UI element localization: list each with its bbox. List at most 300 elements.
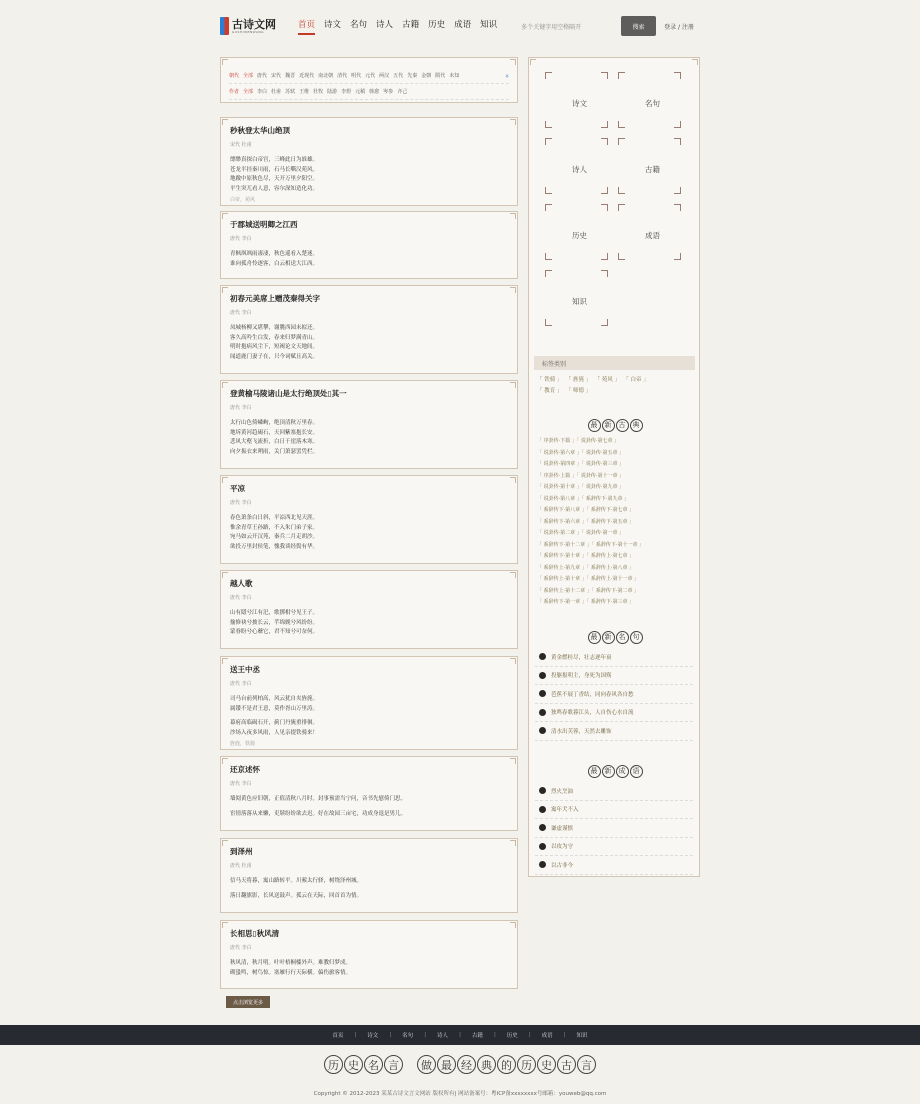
category-label: 历史 [572,230,587,240]
filter-option[interactable]: 苏轼 [285,89,296,95]
filter-option[interactable]: 五代 [393,73,404,79]
circle-char: 言 [384,1055,403,1074]
classics-label: 系辞传下·第十二章 [543,541,586,548]
list-item[interactable] [535,856,693,875]
corner-ornament-icon [674,204,681,211]
bullet-icon [539,861,546,868]
header [220,10,700,42]
circle-char: 新 [602,631,615,644]
classics-row [537,436,697,448]
nav-item[interactable]: 历史 [428,19,446,30]
classics-row [537,482,697,494]
category-tile[interactable] [616,70,689,136]
main-nav [298,18,497,35]
circle-char: 名 [364,1055,383,1074]
circle-char: 的 [497,1055,516,1074]
classics-label: 说卦传·第七章 [580,438,613,444]
corner-ornament-icon [601,204,608,211]
filter-option[interactable]: 杜甫 [271,89,282,95]
classics-row [537,563,697,575]
poem-meta[interactable]: 唐代 李白 [230,781,252,787]
list-item-label: 黄金燃桂尽，壮志逐年衰 [551,654,612,661]
classics-link[interactable]: 「 系辞传下·第五章 」 [586,518,635,525]
circle-char: 最 [588,765,601,778]
classics-label: 说卦传·第三章 [585,461,618,467]
circle-char: 历 [324,1055,343,1074]
list-item-label: 寓年犬不入 [551,807,579,814]
poem-title[interactable]: 越人歌 [230,579,253,588]
poem-title[interactable]: 登黄榆马陵诸山是太行绝顶处▯其一 [230,389,347,398]
poem-title[interactable]: 长相思▯秋风清 [230,929,280,938]
classics-link[interactable]: 「 系辞传下·第三章 」 [586,599,635,605]
classics-label: 序卦传·下篇 [543,438,571,444]
nav-item[interactable]: 首页 [298,18,315,35]
classics-link[interactable]: 「 系辞传下·第十章 」 [537,553,587,559]
corner-ornament-icon [618,204,625,211]
poem-line: 信马天将暮，寓山路转平。川萦太行驿，树绕泽州城。 [230,878,363,884]
sidebar [528,57,700,877]
poem-line: 蒙眷盼兮心蘼它，君不知兮可奈何。 [230,629,319,635]
classics-row [537,517,697,529]
circle-char: 最 [437,1055,456,1074]
divider: | [459,1032,461,1038]
poem-card [220,380,518,469]
copyright: Copyright © 2012-2023 某某古诗文言文网站 版权所有| 网站备案号：粤ICP备xxxxxxxx号邮箱：youweb@qq.com [313,1091,607,1097]
list-item[interactable] [535,685,693,704]
category-label: 古籍 [645,164,660,174]
list-item-label: 独鸣春歌暮江头，人自伤心水自流 [551,710,634,717]
poem-meta[interactable]: 唐代 李白 [230,681,252,687]
poem-line: 地坼黄河趋碣石，天回紫塞抱长安。 [230,429,319,436]
classics-label: 系辞传上·第十章 [543,576,581,582]
filter-option[interactable]: 金朝 [421,73,432,79]
poem-card [220,475,518,564]
corner-ornament-icon [545,187,552,194]
tag-list [537,375,693,397]
poem-line: 缥缈真探白帝宫，三峰此日为谁雄。 [230,157,319,163]
latest-classics-title [529,412,701,432]
search-button[interactable]: 搜索 [621,16,656,36]
filter-option[interactable]: 杜牧 [313,89,324,95]
tag-link[interactable]: 「 教育 」 [537,388,563,394]
poem-line: 司马台前列柏高，风云犹自夹旌旄。 [230,696,319,702]
tag-label: 白帝 [630,377,642,383]
nav-item[interactable]: 诗文 [324,19,342,30]
bullet-icon [539,787,546,794]
circle-char: 名 [616,631,629,644]
classics-label: 说卦传·第十章 [543,484,576,490]
classics-link[interactable]: 「 系辞传下·第六章 」 [537,518,587,525]
filter-option[interactable]: 隋代 [435,73,446,79]
circle-char: 典 [477,1055,496,1074]
poem-line: 幕府高临碣石开，蓟门丹旐重徘徊。 [230,720,319,726]
list-item[interactable] [535,782,693,801]
classics-link[interactable]: 「 系辞传下·第十二章 」 [537,541,592,548]
classics-label: 系辞传上·第十二章 [543,587,586,594]
list-item[interactable] [535,801,693,820]
filter-option[interactable]: 未知 [449,73,460,79]
classics-row [537,586,697,598]
poem-meta[interactable]: 唐代 李白 [230,945,252,951]
category-grid [543,70,689,334]
poem-line: 地敞中原秋色尽，天开万里夕阳空。 [230,176,319,182]
author-filter [229,84,509,100]
search-input[interactable]: 多个关键字用空格隔开 [521,23,582,31]
nav-item[interactable]: 诗人 [376,19,394,30]
filter-option[interactable]: 元代 [365,73,376,79]
poem-card [220,656,518,750]
poem-line: 宛马如云开汉苑，秦兵二月走胡沙。 [230,534,319,540]
filter-option[interactable]: 清代 [337,73,348,79]
poem-line: 属镂不是君王意，莫作胥山万里涛。 [230,705,319,712]
corner-ornament-icon [601,270,608,277]
classics-link[interactable]: 「 说卦传·第三章 」 [581,461,625,467]
footer-nav-item[interactable]: 名句 [402,1033,414,1039]
nav-item[interactable]: 名句 [350,19,368,30]
classics-link[interactable]: 「 说卦传·第六章 」 [537,449,582,456]
corner-ornament-icon [674,72,681,79]
classics-link[interactable]: 「 系辞传上·第十章 」 [537,576,587,582]
footer-nav-item[interactable]: 古籍 [471,1033,483,1039]
classics-link[interactable]: 「 系辞传上·第七章 」 [586,553,635,559]
divider: | [493,1032,496,1038]
footer-nav-item[interactable]: 诗文 [367,1033,379,1039]
classics-link[interactable]: 「 系辞传上·第十一章 」 [586,576,640,582]
classics-row [537,448,697,460]
filter-label: 作者 [229,89,240,95]
poem-line: 青枫飒飒雨凄凄，秋色遥看入楚迷。 [230,251,319,257]
classics-label: 系辞传上·第七章 [590,553,628,559]
classics-link[interactable]: 「 说卦传·第八章 」 [537,495,582,502]
nav-item[interactable]: 知识 [480,19,498,30]
poem-meta[interactable]: 唐代 李白 [230,310,252,316]
latest-idioms-title [529,758,701,778]
corner-ornament-icon [601,187,608,194]
poem-line: 悲风大壑飞流折，白日千崖落木寒。 [230,439,319,445]
corner-ornament-icon [674,253,681,260]
classics-row [537,597,697,609]
poem-line: 欲投万里封侯笔，愧我谈经鬓有华。 [230,543,319,550]
poem-meta[interactable]: 唐代 李白 [230,500,252,506]
category-label: 成语 [645,230,660,240]
nav-item[interactable]: 成语 [454,19,472,30]
filter-panel [220,57,518,103]
filter-option[interactable]: 南北朝 [318,73,334,79]
list-item-label: 烈火烹油 [551,788,574,795]
classics-label: 系辞传下·第一章 [543,599,581,605]
list-item-label: 以攻为守 [551,844,574,851]
bullet-icon [539,672,546,679]
classics-label: 系辞传下·第十一章 [595,541,638,548]
filter-option[interactable]: 元稹 [355,89,366,95]
classics-link[interactable]: 「 说卦传·第五章 」 [581,449,625,456]
corner-ornament-icon [674,138,681,145]
classics-row [537,459,697,471]
corner-ornament-icon [545,319,552,326]
bullet-icon [539,690,546,697]
logo-icon [220,17,229,35]
category-tile[interactable] [616,136,689,202]
category-label: 诗人 [572,164,587,174]
poem-line: 山有隱兮江有汜，歌掷柑兮见王子。 [230,610,319,616]
circle-char: 句 [630,631,643,644]
filter-option[interactable]: 王维 [299,89,310,95]
circle-char: 史 [537,1055,556,1074]
footer-nav-item[interactable]: 诗人 [437,1033,449,1039]
tag-link[interactable]: 「 师德 」 [568,388,592,394]
poem-line: 砌蛩鸣，树鸟惊。塞雁行行天际横。偏伤旅客情。 [230,969,352,976]
filter-option[interactable]: 先秦 [407,73,418,79]
classics-row [537,505,697,517]
circle-char: 历 [517,1055,536,1074]
tag-label: 苑风 [601,377,613,383]
poem-line: 宦情落落从来懒，吏牍纷纷欲去迟。好在故园三亩宅，功成身退是男儿。 [230,810,407,817]
classics-label: 系辞传下·第九章 [585,495,623,502]
poem-card [220,285,518,374]
login-register-link[interactable]: 登录 / 注册 [664,23,694,31]
latest-quotes-list [535,648,693,741]
classics-row [537,574,697,586]
filter-option[interactable]: 岑参 [383,89,394,95]
classics-link[interactable]: 「 系辞传下·第二章 」 [591,587,640,594]
circle-char: 史 [344,1055,363,1074]
classics-link[interactable]: 「 序卦传·上篇 」 [537,472,577,479]
category-tile[interactable] [543,268,616,334]
circle-char: 言 [577,1055,596,1074]
divider: | [389,1032,392,1038]
bullet-icon [539,843,546,850]
classics-label: 系辞传上·第十一章 [590,576,633,582]
bullet-icon [539,653,546,660]
classics-label: 系辞传下·第七章 [590,507,628,513]
corner-ornament-icon [601,72,608,79]
classics-row [537,540,697,552]
corner-ornament-icon [618,187,625,194]
classics-link[interactable]: 「 系辞传上·第十二章 」 [537,587,592,594]
classics-label: 说卦传·第一章 [585,530,618,536]
filter-option-selected[interactable]: 全部 [243,89,254,95]
poem-tags[interactable]: 白帝，苑风 [230,197,256,203]
nav-item[interactable]: 古籍 [402,19,420,30]
circle-char: 最 [588,419,601,432]
classics-link[interactable]: 「 说卦传·第二章 」 [537,530,582,536]
latest-classics-list [537,436,697,609]
category-tile[interactable] [616,202,689,268]
poem-title[interactable]: 于郡城送明卿之江西 [230,220,298,229]
circle-char: 古 [616,419,629,432]
filter-option[interactable]: 韩愈 [369,89,380,95]
corner-ornament-icon [618,138,625,145]
classics-label: 系辞传下·第二章 [595,587,633,594]
poem-line: 明时抱病风尘下，短褐论文天地间。 [230,344,319,350]
divider: | [354,1032,357,1038]
classics-link[interactable]: 「 系辞传上·第九章 」 [537,564,587,571]
divider: | [528,1032,531,1038]
poem-title[interactable]: 送王中丞 [230,665,260,674]
poem-title[interactable]: 秒秋登太华山绝顶 [230,126,290,135]
classics-label: 说卦传·第二章 [543,530,576,536]
classics-label: 说卦传·第四章 [543,461,576,467]
poem-meta[interactable]: 唐代 李白 [230,595,252,601]
classics-link[interactable]: 「 说卦传·第七章 」 [576,438,620,444]
classics-row [537,494,697,506]
classics-link[interactable]: 「 序卦传·下篇 」 [537,438,577,444]
classics-row [537,528,697,540]
classics-link[interactable]: 「 说卦传·第十章 」 [537,484,582,490]
corner-ornament-icon [618,253,625,260]
latest-idioms-list [535,782,693,875]
poem-line: 惟余青草王孙路，不入朱门弟子家。 [230,524,319,531]
tag-link[interactable]: 「 白帝 」 [626,377,649,383]
filter-option[interactable]: 李煜 [341,89,352,95]
filter-label: 朝代 [229,73,240,79]
category-label: 名句 [645,98,660,108]
list-item[interactable] [535,667,693,686]
circle-char: 新 [602,419,615,432]
category-label: 知识 [572,296,587,306]
corner-ornament-icon [601,121,608,128]
poem-title[interactable]: 还京述怀 [230,765,260,774]
category-tile[interactable] [543,136,616,202]
classics-label: 系辞传下·第六章 [543,518,581,525]
footer-nav-item[interactable]: 成语 [541,1033,553,1039]
classics-link[interactable]: 「 说卦传·第十一章 」 [576,472,625,479]
filter-option[interactable]: 近现代 [299,73,315,79]
footer-nav-item[interactable]: 知识 [576,1033,588,1039]
list-item[interactable] [535,838,693,857]
corner-ornament-icon [545,270,552,277]
tag-link[interactable]: 「 苑风 」 [597,377,621,383]
category-tile[interactable] [543,70,616,136]
circle-char: 最 [588,631,601,644]
classics-label: 序卦传·上篇 [543,472,571,479]
poem-line: 平生突兀看人意，容尔深知造化功。 [230,185,319,192]
poem-card [220,756,518,831]
classics-link[interactable]: 「 说卦传·第九章 」 [581,484,625,490]
poem-meta[interactable]: 唐代 李白 [230,236,252,242]
filter-option[interactable]: 李白 [257,89,268,95]
tag-label: 教育 [544,388,556,394]
poem-line: 苍龙半挂秦川雨，石马长嘶汉苑风。 [230,166,319,173]
corner-ornament-icon [601,138,608,145]
poem-meta[interactable]: 唐代 李白 [230,405,252,411]
classics-label: 系辞传下·第五章 [590,518,628,525]
filter-option[interactable]: 宋代 [271,73,282,79]
list-item[interactable] [535,819,693,838]
list-item[interactable] [535,704,693,723]
corner-ornament-icon [545,72,552,79]
poem-card [220,570,518,649]
classics-link[interactable]: 「 系辞传下·第一章 」 [537,599,587,605]
filter-option[interactable]: 陆游 [327,89,338,95]
poem-line: 秋风清，秋月明。叶叶梧桐槛外声。难教归梦成。 [230,960,352,966]
classics-link[interactable]: 「 系辞传下·第七章 」 [586,507,635,513]
circle-char: 做 [417,1055,436,1074]
expand-chevron-icon[interactable]: » [502,73,511,78]
tag-label: 铁骑 [544,377,556,383]
tag-link[interactable]: 「 旌旄 」 [568,377,592,383]
classics-link[interactable]: 「 系辞传上·第八章 」 [586,564,635,571]
dynasty-filter [229,68,509,84]
classics-label: 说卦传·第六章 [543,449,576,456]
classics-row [537,551,697,563]
list-item[interactable] [535,648,693,667]
poem-line: 闻道鹿门妻子在，只今词赋且高关。 [230,353,319,360]
classics-label: 说卦传·第五章 [585,449,618,456]
poem-line: 凤城杨柳又堪攀，谢朓西园未拟还。 [230,325,319,331]
corner-ornament-icon [545,204,552,211]
poem-meta[interactable]: 唐代 杜甫 [230,863,252,869]
list-item[interactable] [535,722,693,741]
filter-option[interactable]: 明代 [351,73,362,79]
classics-link[interactable]: 「 说卦传·第一章 」 [581,530,625,536]
list-item-label: 谦虚谨慎 [551,825,574,832]
corner-ornament-icon [618,72,625,79]
logo[interactable]: 古诗文网 GUSHIWENWANG [220,17,298,35]
bullet-icon [539,806,546,813]
classics-label: 说卦传·第九章 [585,484,618,490]
poem-meta[interactable]: 宋代 杜甫 [230,142,252,148]
classics-link[interactable]: 「 说卦传·第四章 」 [537,461,582,467]
poem-line: 谁向孤舟怜逐客，白云相送大江西。 [230,260,319,267]
poem-line: 揄修袂兮披长云，芊绵娩兮风纷纷。 [230,619,319,626]
classics-label: 系辞传下·第三章 [590,599,628,605]
filter-option[interactable]: 唐代 [257,73,268,79]
load-more-button[interactable]: 点击浏览更多 [226,996,270,1008]
footer-nav [0,1025,920,1045]
circle-char: 新 [602,765,615,778]
footer-slogan [0,1055,920,1074]
filter-option[interactable]: 两汉 [379,73,390,79]
classics-label: 系辞传下·第十章 [543,553,581,559]
divider: | [424,1032,427,1038]
poem-line: 向夕振衣来朔雨，关门萧瑟罢凭栏。 [230,448,319,455]
poem-title[interactable]: 到泽州 [230,847,253,856]
tag-label: 师德 [573,388,585,394]
tag-link[interactable]: 「 铁骑 」 [537,377,563,383]
corner-ornament-icon [601,253,608,260]
poem-line: 沙场入夜多风雨，人见亲提铁骑来！ [230,729,319,736]
poem-line: 客久高吟生白发，春来归梦满青山。 [230,334,319,341]
poem-tags[interactable]: 旌旄，铁骑 [230,741,256,747]
classics-label: 系辞传上·第八章 [590,564,628,571]
filter-option[interactable]: 魏晋 [285,73,296,79]
poem-title[interactable]: 平凉 [230,484,245,493]
poem-line: 墙阅黄色应旧朝，正值清秋八月时。封事预需当宁问，音书先慰倚门思。 [230,796,407,802]
filter-option-selected[interactable]: 全部 [243,73,254,79]
classics-label: 系辞传上·第九章 [543,564,581,571]
circle-char: 古 [557,1055,576,1074]
latest-quotes-title [529,624,701,644]
classics-link[interactable]: 「 系辞传下·第九章 」 [581,495,630,502]
filter-option[interactable]: 齐己 [397,89,408,95]
poem-line: 太行山色倚嶙峋，绝顶清秋万里春。 [230,420,319,426]
footer-nav-item[interactable]: 首页 [332,1033,344,1039]
list-item-label: 投躯报明主，身死为国殇 [551,673,612,680]
tag-label: 旌旄 [573,377,585,383]
corner-ornament-icon [618,121,625,128]
category-tile[interactable] [543,202,616,268]
poem-title[interactable]: 初春元美席上赠茂秦得关字 [230,294,320,303]
corner-ornament-icon [545,121,552,128]
footer-nav-item[interactable]: 历史 [506,1033,518,1039]
poem-line: 春色萧条白日斜，平凉西北见天涯。 [230,515,319,521]
classics-label: 系辞传下·第八章 [543,507,581,513]
category-label: 诗文 [572,98,587,108]
list-item-label: 芭蕉不展丁香结，同向春风各自愁 [551,691,634,698]
classics-link[interactable]: 「 系辞传下·第十一章 」 [591,541,645,548]
classics-link[interactable]: 「 系辞传下·第八章 」 [537,507,587,513]
